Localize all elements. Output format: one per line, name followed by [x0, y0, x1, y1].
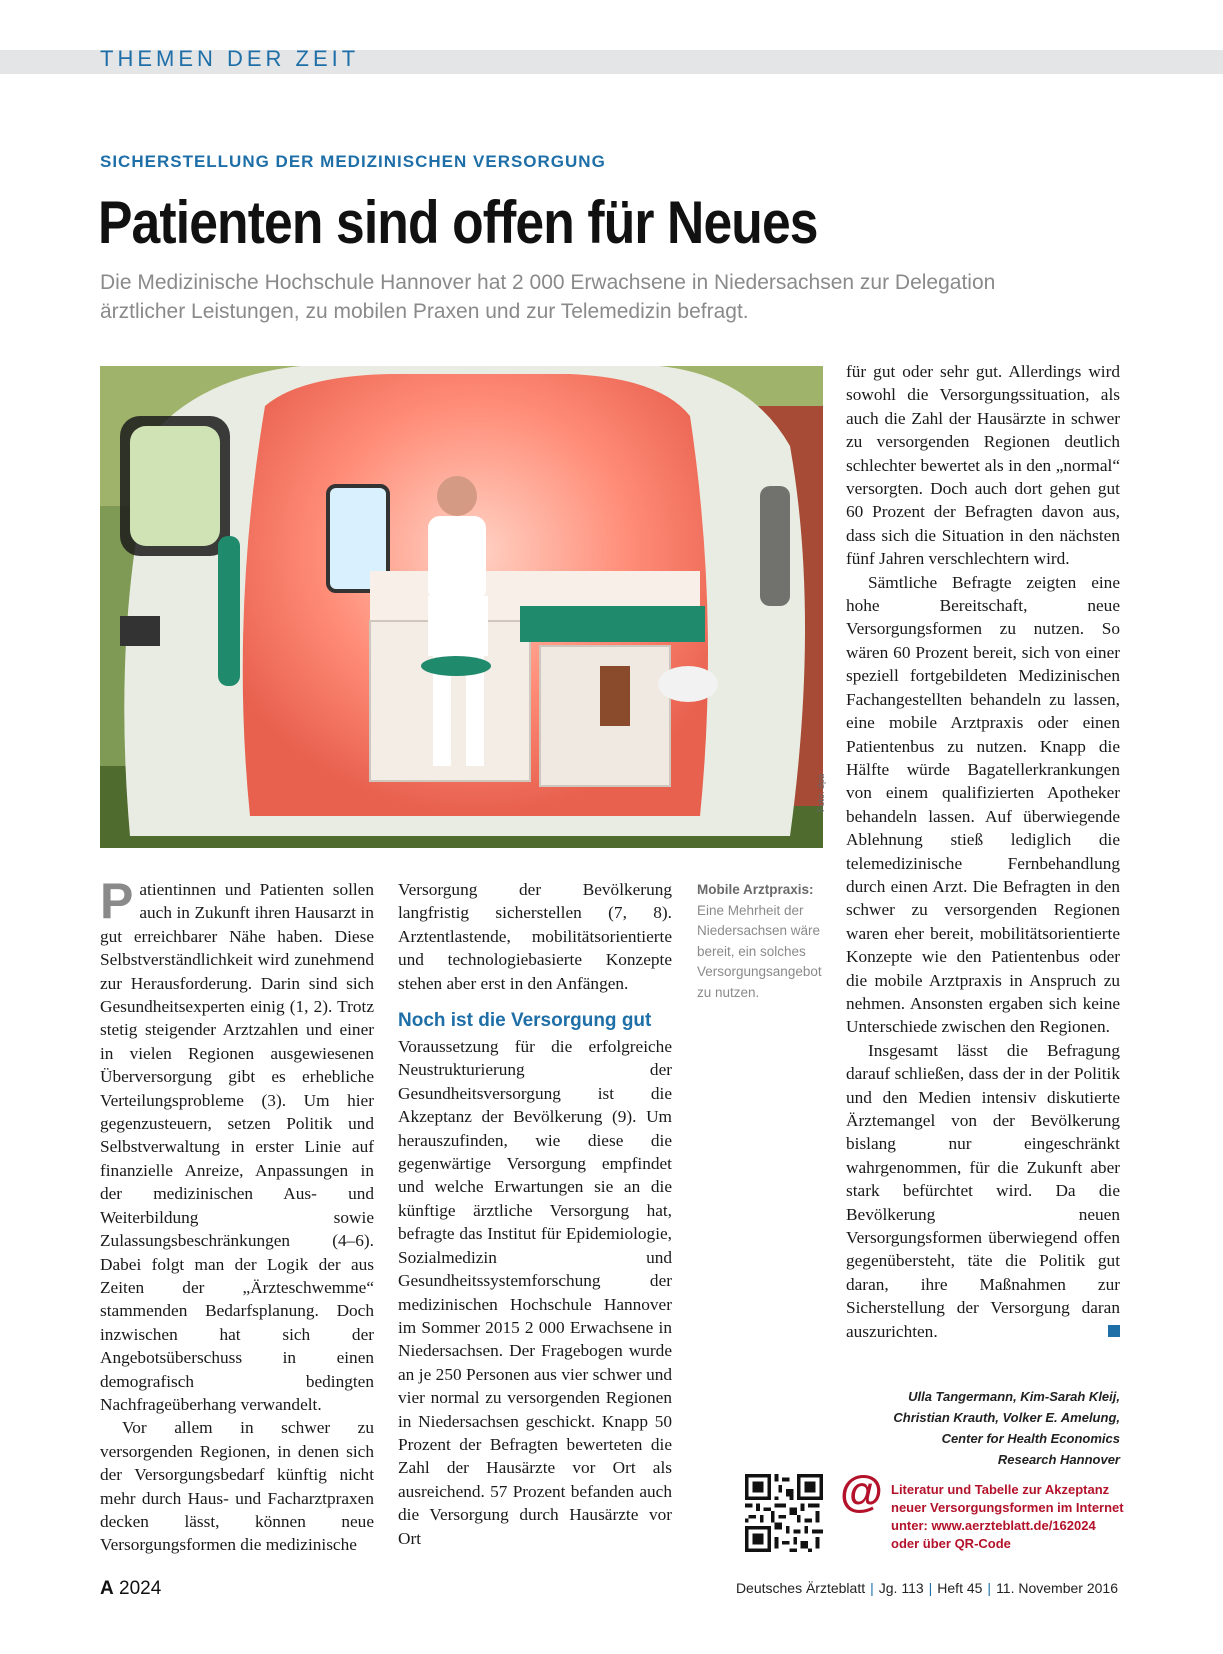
separator: | [928, 1580, 933, 1596]
drop-cap: P [100, 873, 134, 929]
paragraph-7 [846, 1039, 1120, 1343]
column-2 [398, 878, 672, 1550]
paragraph-2: Vor allem in schwer zu versorgenden Regionen, in denen sich der Versorgungsbedarf künftig nicht mehr durch Haus- und Facharztpraxen decken lässt, können neue Versorgungsformen die medizinische [100, 1418, 374, 1555]
journal-issue: Heft 45 [937, 1580, 983, 1596]
end-mark-icon [1108, 1325, 1120, 1337]
page-number [100, 1578, 161, 1600]
article-photo [100, 366, 823, 848]
paragraph-4: Voraussetzung für die erfolgreiche Neustrukturierung der Gesundheitsversorgung ist die Akzeptanz der Bevölkerung (9). Um herauszufinden, wie diese die gegenwärtige Versorgung empfindet und welche Erwartungen sie an die künftige ärztliche Versorgung hat, befragte das Institut für Epidemiologie, Sozialmedizin und Gesundheitssystemforschung der medizinischen Hochschule Hannover im Sommer 2015 2 000 Erwachsene in Niedersachsen. Der Fragebogen wurde an je 250 Personen aus vier schwer und vier normal zu versorgenden Regionen in Niedersachsen geschickt. Knapp 50 Prozent der Befragten bewerteten die Zahl der Hausärzte vor Ort als ausreichend. 57 Prozent befanden auch die Versorgung durch Hausärzte vor Ort [398, 1037, 672, 1548]
section-label: THEMEN DER ZEIT [100, 46, 360, 71]
author-line: Research Hannover [997, 1452, 1120, 1467]
paragraph-3: Versorgung der Bevölkerung langfristig sicherstellen (7, 8). Arztentlastende, mobilitätsorientierte und technologiebasierte Konzepte stehen aber erst in den Anfängen. [398, 880, 672, 993]
page-number-value: 2024 [119, 1578, 162, 1599]
journal-date: 11. November 2016 [996, 1580, 1118, 1596]
page-prefix: A [100, 1578, 114, 1599]
article-subheadline: Die Medizinische Hochschule Hannover hat 2 000 Erwachsene in Niedersachsen zur Delegation ärztlicher Leistungen, zu mobilen Praxen und zur Telemedizin befragt. [100, 271, 996, 323]
paragraph-6: Sämtliche Befragte zeigten eine hohe Bereitschaft, neue Versorgungsformen zu nutzen. So wären 60 Prozent bereit, sich von einer speziell fortgebildeten Medizinischen Fachangestellten behandeln zu lassen, eine mobile Arztpraxis oder einen Patientenbus zu nutzen. Knapp die Hälfte würde Bagatellerkrankungen von einem qualifizierten Apotheker behandeln lassen. Auf überwiegende Ablehnung stieß lediglich die telemedizinische Fernbehandlung durch einen Arzt. Die Befragten in den schwer zu versorgenden Regionen waren eher bereit, mobilitätsorientierte Konzepte wie den Patientenbus oder die mobile Arztpraxis in Anspruch zu nehmen. Ansonsten ergaben sich keine Unterschiede zwischen den Regionen. [846, 572, 1120, 1037]
at-symbol-icon: @ [840, 1467, 883, 1516]
caption-title: Mobile Arztpraxis: [697, 882, 814, 897]
web-note-line: oder über QR-Code [891, 1536, 1011, 1551]
author-line: Ulla Tangermann, Kim-Sarah Kleij, [908, 1389, 1120, 1404]
paragraph-5: für gut oder sehr gut. Allerdings wird sowohl die Versorgungssituation, als auch die Zahl der Hausärzte in schwer zu versorgenden Regionen deutlich schlechter bewertet als in den „normal“ versorgten. Doch auch dort gehen gut 60 Prozent der Befragten davon aus, dass sich die Situation in den nächsten fünf Jahren verschlechtern wird. [846, 362, 1120, 569]
photo-credit: Foto: dpa [816, 773, 826, 812]
author-line: Christian Krauth, Volker E. Amelung, [893, 1410, 1120, 1425]
journal-name: Deutsches Ärzteblatt [735, 1580, 866, 1596]
mobile-practice-photo [100, 366, 823, 848]
web-note-line: Literatur und Tabelle zur Akzeptanz [891, 1482, 1110, 1497]
journal-volume: Jg. 113 [878, 1580, 924, 1596]
web-reference-note[interactable] [891, 1481, 1126, 1553]
article-subhead: Noch ist die Versorgung gut [398, 1010, 652, 1032]
paragraph-intro [100, 873, 374, 1416]
web-note-link[interactable]: unter: www.aerzteblatt.de/162024 [891, 1518, 1096, 1533]
article-kicker: SICHERSTELLUNG DER MEDIZINISCHEN VERSORGUNG [100, 152, 606, 171]
separator: | [987, 1580, 992, 1596]
paragraph-7-text: Insgesamt lässt die Befragung darauf schließen, dass der in der Politik und den Medien intensiv diskutierte Ärztemangel von der Bevölkerung bislang nur eingeschränkt wahrgenommen, für die Zukunft aber stark befürchtet wird. Da die Bevölkerung neuen Versorgungsformen überwiegend offen gegenübersteht, täte die Politik gut daran, ihre Maßnahmen zur Sicherstellung der Versorgung daran auszurichten. [846, 1040, 1120, 1341]
column-1 [100, 873, 374, 1557]
author-line: Center for Health Economics [941, 1431, 1120, 1446]
paragraph-intro-text: atientinnen und Patienten sollen auch in Zukunft ihren Hausarzt in gut erreichbarer Nähe haben. Diese Selbstverständlichkeit wird zunehmend zur Herausforderung. Darin sind sich Gesundheitsexperten einig (1, 2). Trotz stetig steigender Arztzahlen und einer in vielen Regionen ausgewiesenen Überversorgung gibt es erhebliche Verteilungsprobleme (3). Um hier gegenzusteuern, setzen Politik und Selbstverwaltung in erster Linie auf finanzielle Anreize, Anpassungen in der medizinischen Aus- und Weiterbildung sowie Zulassungsbeschränkungen (4–6). Dabei folgt man der Logik der aus Zeiten der „Ärzteschwemme“ stammenden Bedarfsplanung. Doch inzwischen hat sich der Angebotsüberschuss in einen demografisch bedingten Nachfrageüberhang verwandelt. [100, 880, 374, 1414]
article-headline: Patienten sind offen für Neues [98, 189, 818, 256]
column-3 [846, 360, 1120, 1343]
caption-text: Eine Mehrheit der Niedersachsen wäre bereit, ein solches Versorgungsangebot zu nutzen. [697, 902, 822, 1000]
photo-caption [697, 880, 827, 1003]
web-note-line: neuer Versorgungsformen im Internet [891, 1500, 1124, 1515]
footer-citation [736, 1580, 1118, 1596]
author-credits [846, 1386, 1120, 1470]
qr-code-icon[interactable] [745, 1474, 823, 1552]
separator: | [870, 1580, 874, 1596]
